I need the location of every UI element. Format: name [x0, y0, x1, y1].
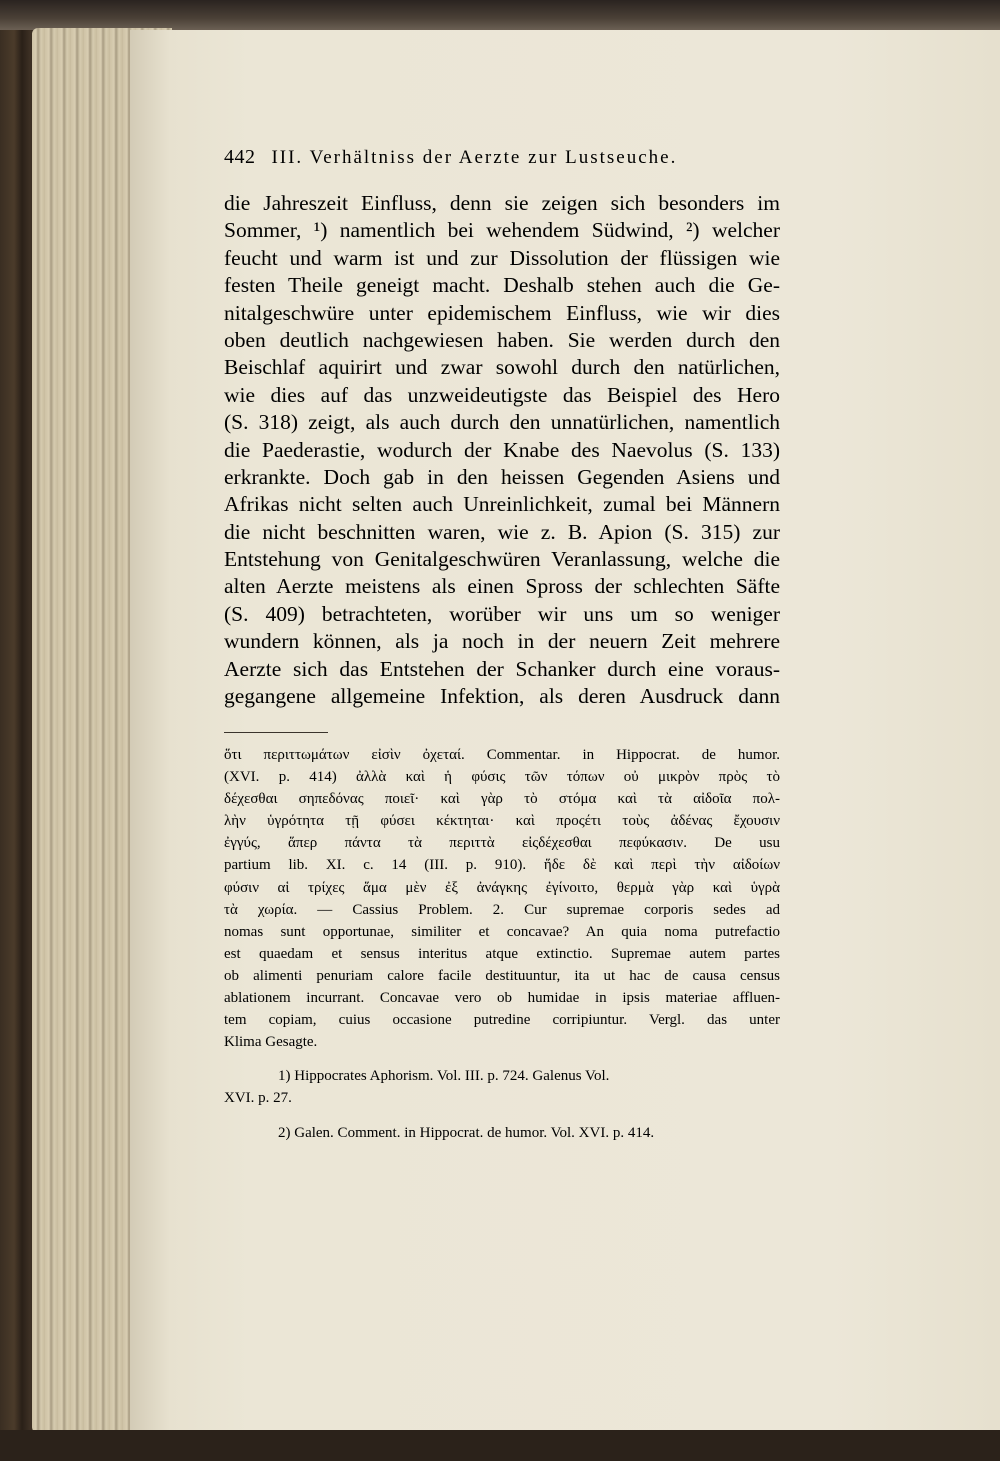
body-line: nitalgeschwüre unter epidemischem Einfluss, wie wir dies	[224, 300, 780, 325]
note-line: δέχεσθαι σηπεδόνας ποιεῖ· καὶ γὰρ τὸ στόμα καὶ τὰ αἰδοῖα πολ-	[224, 791, 780, 808]
running-title: III. Verhältniss der Aerzte zur Lustseuche.	[271, 147, 678, 168]
note-line: φύσιν αἱ τρίχες ἅμα μὲν ἐξ ἀνάγκης ἐγίνοιτο, θερμὰ γὰρ καὶ ὑγρὰ	[224, 879, 780, 896]
body-line: (S. 409) betrachteten, worüber wir uns um so weniger	[224, 601, 780, 626]
footnote-2: 2) Galen. Comment. in Hippocrat. de humor. Vol. XVI. p. 414.	[278, 1124, 655, 1141]
note-line: ob alimenti penuriam calore facile destituuntur, ita ut hac de causa census	[224, 967, 780, 984]
note-line: λὴν ὑγρότητα τῇ φύσει κέκτηται· καὶ προςέτι τοὺς ἀδένας ἔχουσιν	[224, 813, 780, 830]
body-line: alten Aerzte meistens als einen Spross der schlechten Säfte	[224, 574, 780, 599]
book-binding-top	[0, 0, 1000, 30]
body-line: feucht und warm ist und zur Dissolution der flüssigen wie	[224, 245, 780, 270]
body-line: erkrankte. Doch gab in den heissen Gegenden Asiens und	[224, 464, 780, 489]
note-line: (XVI. p. 414) ἀλλὰ καὶ ἡ φύσις τῶν τόπων οὐ μικρὸν πρὸς τὸ	[224, 769, 780, 786]
body-line: oben deutlich nachgewiesen haben. Sie werden durch den	[224, 327, 780, 352]
note-line: Klima Gesagte.	[224, 1034, 318, 1051]
body-line: Beischlaf aquirirt und zwar sowohl durch den natürlichen,	[224, 355, 780, 380]
body-line: wundern können, als ja noch in der neuern Zeit mehrere	[224, 629, 780, 654]
footnote-1-cont: XVI. p. 27.	[224, 1090, 292, 1107]
note-line: τὰ χωρία. — Cassius Problem. 2. Cur supremae corporis sedes ad	[224, 901, 780, 918]
note-line: ὅτι περιττωμάτων εἰσὶν ὀχεταί. Commentar. in Hippocrat. de humor.	[224, 747, 780, 763]
note-line: tem copiam, cuius occasione putredine corripiuntur. Vergl. das unter	[224, 1012, 780, 1029]
body-text	[224, 190, 780, 710]
running-header	[224, 146, 864, 176]
footnote-rule	[224, 732, 328, 733]
page-number: 442	[224, 146, 256, 168]
page-shadow-bottom	[0, 1430, 1000, 1461]
note-line: partium lib. XI. c. 14 (III. p. 910). ἥδε δὲ καὶ περὶ τὴν αἰδοίων	[224, 857, 780, 874]
body-line: die Paederastie, wodurch der Knabe des Naevolus (S. 133)	[224, 437, 780, 462]
body-line: Afrikas nicht selten auch Unreinlichkeit, zumal bei Männern	[224, 492, 780, 517]
body-line: Aerzte sich das Entstehen der Schanker durch eine voraus-	[224, 656, 780, 681]
body-line: die nicht beschnitten waren, wie z. B. Apion (S. 315) zur	[224, 519, 780, 544]
body-line: festen Theile geneigt macht. Deshalb stehen auch die Ge-	[224, 273, 780, 298]
body-line: (S. 318) zeigt, als auch durch den unnatürlichen, namentlich	[224, 410, 780, 435]
note-line: nomas sunt opportunae, similiter et concavae? An quia noma putrefactio	[224, 923, 780, 940]
body-line: die Jahreszeit Einfluss, denn sie zeigen sich besonders im	[224, 191, 780, 215]
body-line: gegangene allgemeine Infektion, als deren Ausdruck dann	[224, 684, 780, 709]
body-line: Entstehung von Genitalgeschwüren Veranlassung, welche die	[224, 547, 780, 572]
footnote-1: 1) Hippocrates Aphorism. Vol. III. p. 724. Galenus Vol.	[278, 1068, 610, 1085]
note-line: est quaedam et sensus interitus atque extinctio. Supremae autem partes	[224, 945, 780, 962]
body-line: Sommer, ¹) namentlich bei wehendem Südwind, ²) welcher	[224, 218, 780, 243]
footnotes-block	[224, 744, 780, 1144]
note-line: ablationem incurrant. Concavae vero ob humidae in ipsis materiae affluen-	[224, 990, 780, 1007]
body-line: wie dies auf das unzweideutigste das Beispiel des Hero	[224, 382, 780, 407]
note-line: ἐγγύς, ἅπερ πάντα τὰ περιττὰ εἰςδέχεσθαι πεφύκασιν. De usu	[224, 835, 780, 852]
